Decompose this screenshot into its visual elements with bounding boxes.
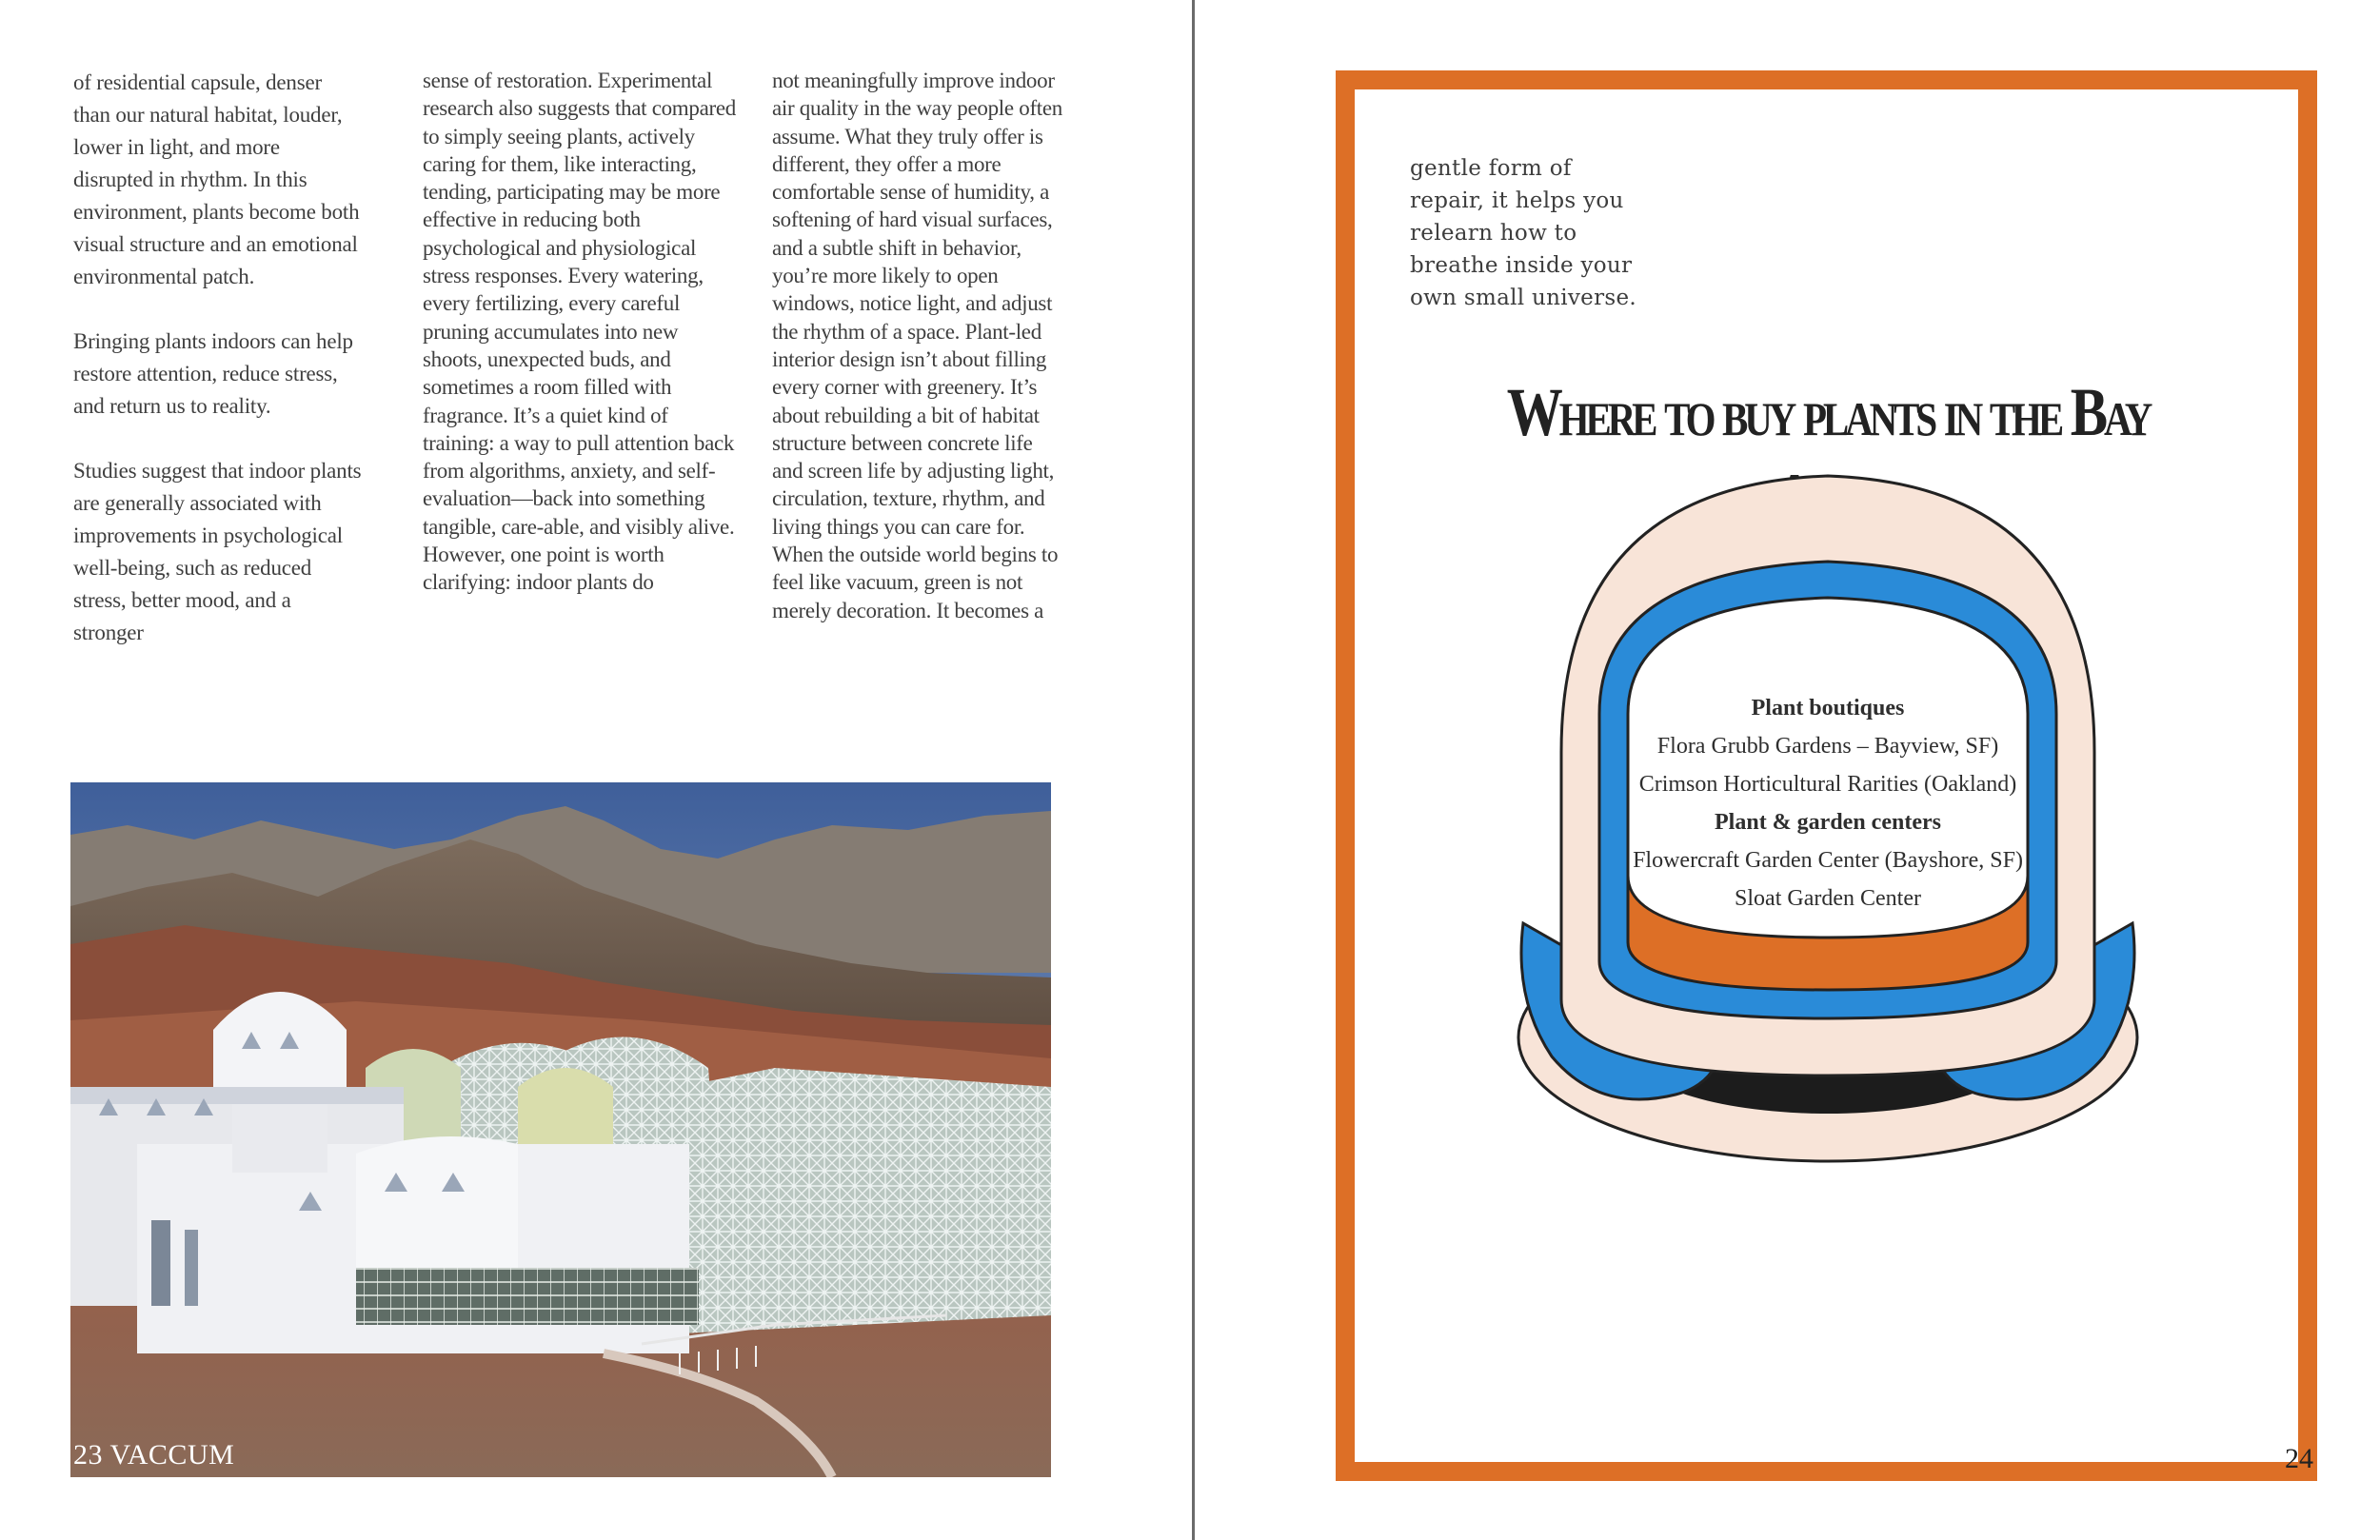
text-column-2 xyxy=(423,67,737,597)
intro-line: repair, it helps you xyxy=(1410,188,1624,213)
page-spine xyxy=(1192,0,1195,1540)
intro-line: gentle form of xyxy=(1410,156,1572,181)
paragraph: sense of restoration. Experimental research also suggests that compared to simply seeing plants, actively caring for them, like interacting, tending, participating may be more effective in reducing both psychological and physiological stress responses. Every watering, every fertilizing, every careful pruning accumulates into new shoots, unexpected buds, and sometimes a room filled with fragrance. It’s a quiet kind of training: a way to pull attention back from algorithms, anxiety, and self-evaluation—back into something tangible, care-able, and visibly alive. However, one point is worth clarifying: indoor plants do xyxy=(423,69,736,595)
list-item: Crimson Horticultural Rarities (Oakland) xyxy=(1638,772,2017,797)
headline: Where to buy plants in the Bay xyxy=(1506,374,2150,450)
list-heading: Plant boutiques xyxy=(1751,696,1905,721)
page-number-left: 23 VACCUM xyxy=(73,1439,235,1471)
page-number-right: 24 xyxy=(2285,1443,2313,1474)
intro-text xyxy=(1410,152,1686,314)
text-column-1 xyxy=(73,67,364,681)
intro-line: relearn how to xyxy=(1410,221,1577,246)
intro-line: own small universe. xyxy=(1410,286,1637,310)
list-heading: Plant & garden centers xyxy=(1715,810,1941,835)
paragraph: Bringing plants indoors can help restore attention, reduce stress, and return us to reality. xyxy=(73,329,353,418)
paragraph: not meaningfully improve indoor air quality in the way people often assume. What they truly offer is different, they offer a more comfortable sense of humidity, a softening of hard visual surfaces, and a subtle shift in behavior, you’re more likely to open windows, notice light, and adjust the rhythm of a space. Plant-led interior design isn’t about filling every corner with greenery. It’s about rebuilding a bit of habitat structure between concrete life and screen life by adjusting light, circulation, texture, rhythm, and living things you can care for. When the outside world begins to feel like vacuum, green is not merely decoration. It becomes a xyxy=(772,69,1063,622)
store-list xyxy=(1618,689,2037,918)
biosphere-photo xyxy=(70,782,1051,1477)
paragraph: of residential capsule, denser than our natural habitat, louder, lower in light, and more disrupted in rhythm. In this environment, plants become both visual structure and an emotional environmental patch. xyxy=(73,70,360,288)
list-item: Flora Grubb Gardens – Bayview, SF) xyxy=(1656,734,1999,759)
text-column-3 xyxy=(772,67,1067,624)
intro-line: breathe inside your xyxy=(1410,253,1633,278)
list-item: Sloat Garden Center xyxy=(1735,886,1921,911)
paragraph: Studies suggest that indoor plants are generally associated with improvements in psychological well-being, such as reduced stress, better mood, and a stronger xyxy=(73,459,362,644)
list-item: Flowercraft Garden Center (Bayshore, SF) xyxy=(1633,848,2023,873)
